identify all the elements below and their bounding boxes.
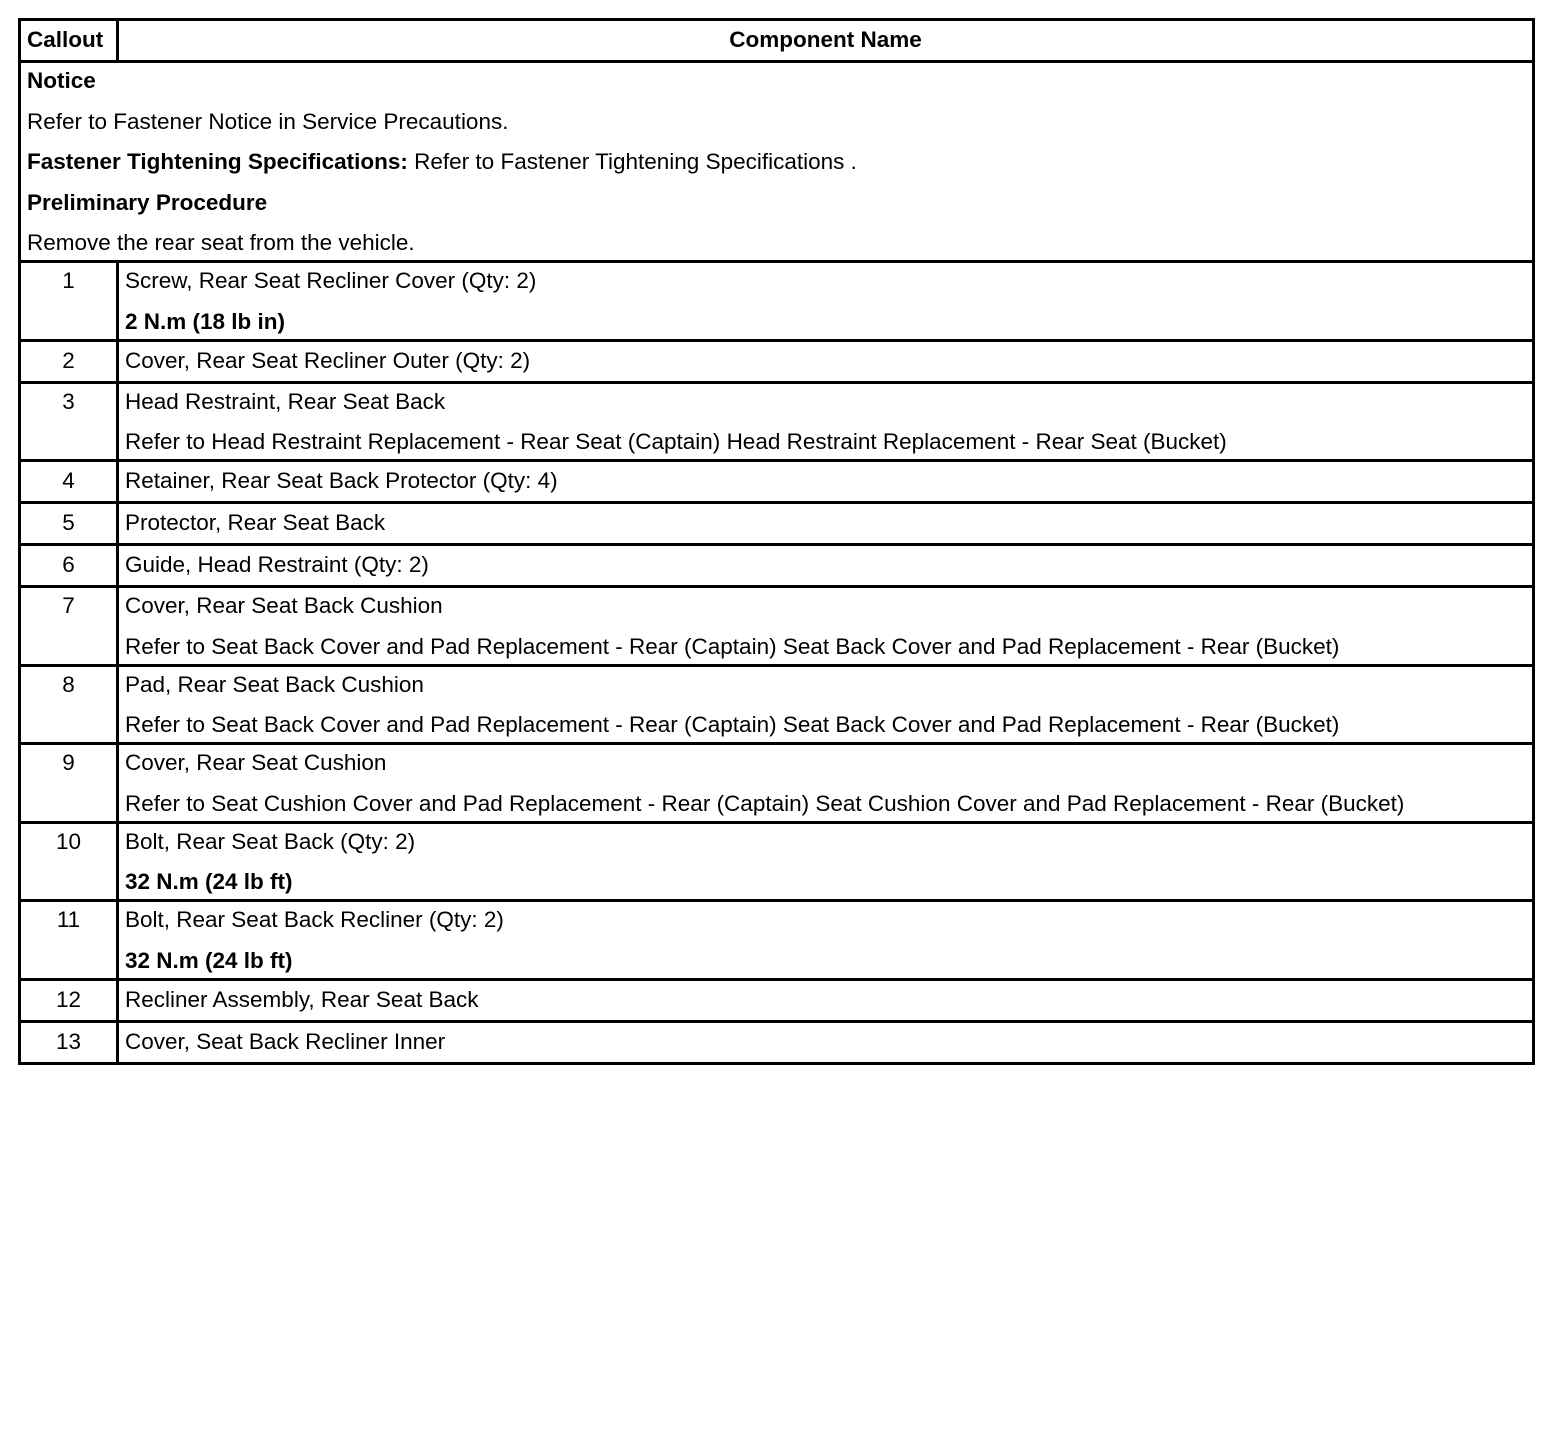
procedure-link[interactable]: Seat Back Cover and Pad Replacement - Rear (Bucket) [782,712,1340,737]
callout-number: 7 [20,587,118,666]
component-cell [118,340,1534,382]
component-name: Cover, Rear Seat Recliner Outer (Qty: 2) [125,347,531,373]
callout-number: 8 [20,665,118,744]
table-row [20,1021,1534,1063]
torque-spec: 32 N.m (24 lb ft) [125,947,293,973]
callout-column-header: Callout [20,20,118,62]
fastener-spec-line [27,148,1526,175]
callout-number: 9 [20,744,118,823]
notice-cell [20,62,1534,262]
table-row [20,503,1534,545]
component-cell [118,503,1534,545]
callout-number: 2 [20,340,118,382]
preliminary-procedure-text: Remove the rear seat from the vehicle. [27,230,415,255]
component-name: Bolt, Rear Seat Back (Qty: 2) [125,828,416,854]
component-cell [118,665,1534,744]
table-row [20,382,1534,461]
component-cell [118,822,1534,901]
procedure-link[interactable]: Head Restraint Replacement - Rear Seat (Captain) [211,429,721,454]
procedure-link[interactable]: Seat Back Cover and Pad Replacement - Rear (Bucket) [782,633,1340,659]
component-cell [118,382,1534,461]
component-table-sheet [18,18,1532,1065]
table-row [20,665,1534,744]
component-cell [118,744,1534,823]
component-name: Cover, Rear Seat Back Cushion [125,593,443,618]
torque-spec: 32 N.m (24 lb ft) [125,869,293,894]
table-row [20,545,1534,587]
table-row [20,587,1534,666]
component-cell [118,262,1534,341]
component-name: Pad, Rear Seat Back Cushion [125,671,424,697]
callout-number: 13 [20,1021,118,1063]
torque-spec: 2 N.m (18 lb in) [125,308,286,334]
reference-text: Refer to [125,790,212,816]
component-table [18,18,1535,1065]
reference-text: Refer to [125,429,212,454]
table-header-row [20,20,1534,62]
table-row [20,822,1534,901]
component-name: Recliner Assembly, Rear Seat Back [125,986,479,1012]
reference-line [125,633,1526,660]
component-name: Head Restraint, Rear Seat Back [125,388,446,414]
component-name: Screw, Rear Seat Recliner Cover (Qty: 2) [125,268,537,293]
callout-number: 3 [20,382,118,461]
procedure-link[interactable]: Seat Back Cover and Pad Replacement - Rear (Captain) [211,633,777,659]
component-name: Cover, Seat Back Recliner Inner [125,1028,446,1054]
preliminary-procedure-title: Preliminary Procedure [27,189,268,215]
callout-number: 1 [20,262,118,341]
procedure-link[interactable]: Seat Back Cover and Pad Replacement - Rear (Captain) [211,712,777,737]
fastener-spec-label: Fastener Tightening Specifications: [27,149,408,174]
component-name: Cover, Rear Seat Cushion [125,750,387,775]
callout-number: 11 [20,901,118,980]
callout-number: 10 [20,822,118,901]
table-row [20,901,1534,980]
reference-line [125,790,1526,817]
notice-title: Notice [27,68,96,93]
table-row [20,262,1534,341]
callout-number: 6 [20,545,118,587]
table-row [20,461,1534,503]
component-name: Retainer, Rear Seat Back Protector (Qty: 4) [125,468,558,493]
reference-text: Refer to [125,633,212,659]
component-cell [118,1021,1534,1063]
callout-number: 4 [20,461,118,503]
table-row [20,340,1534,382]
notice-row [20,62,1534,262]
component-cell [118,587,1534,666]
component-cell [118,461,1534,503]
fastener-spec-link[interactable]: Refer to Fastener Tightening Specifications . [407,149,857,174]
reference-text: Refer to [125,712,212,737]
notice-text: Refer to Fastener Notice in Service Precautions. [27,108,509,134]
component-name: Bolt, Rear Seat Back Recliner (Qty: 2) [125,907,504,932]
component-name: Protector, Rear Seat Back [125,510,386,535]
table-row [20,979,1534,1021]
callout-number: 12 [20,979,118,1021]
table-row [20,744,1534,823]
component-cell [118,979,1534,1021]
procedure-link[interactable]: Seat Cushion Cover and Pad Replacement - Rear (Bucket) [815,790,1405,816]
component-cell [118,545,1534,587]
procedure-link[interactable]: Head Restraint Replacement - Rear Seat (Bucket) [726,429,1227,454]
component-cell [118,901,1534,980]
component-name: Guide, Head Restraint (Qty: 2) [125,552,429,577]
callout-number: 5 [20,503,118,545]
procedure-link[interactable]: Seat Cushion Cover and Pad Replacement - Rear (Captain) [211,790,810,816]
reference-line [125,711,1526,738]
reference-line [125,428,1526,455]
component-name-column-header: Component Name [118,20,1534,62]
